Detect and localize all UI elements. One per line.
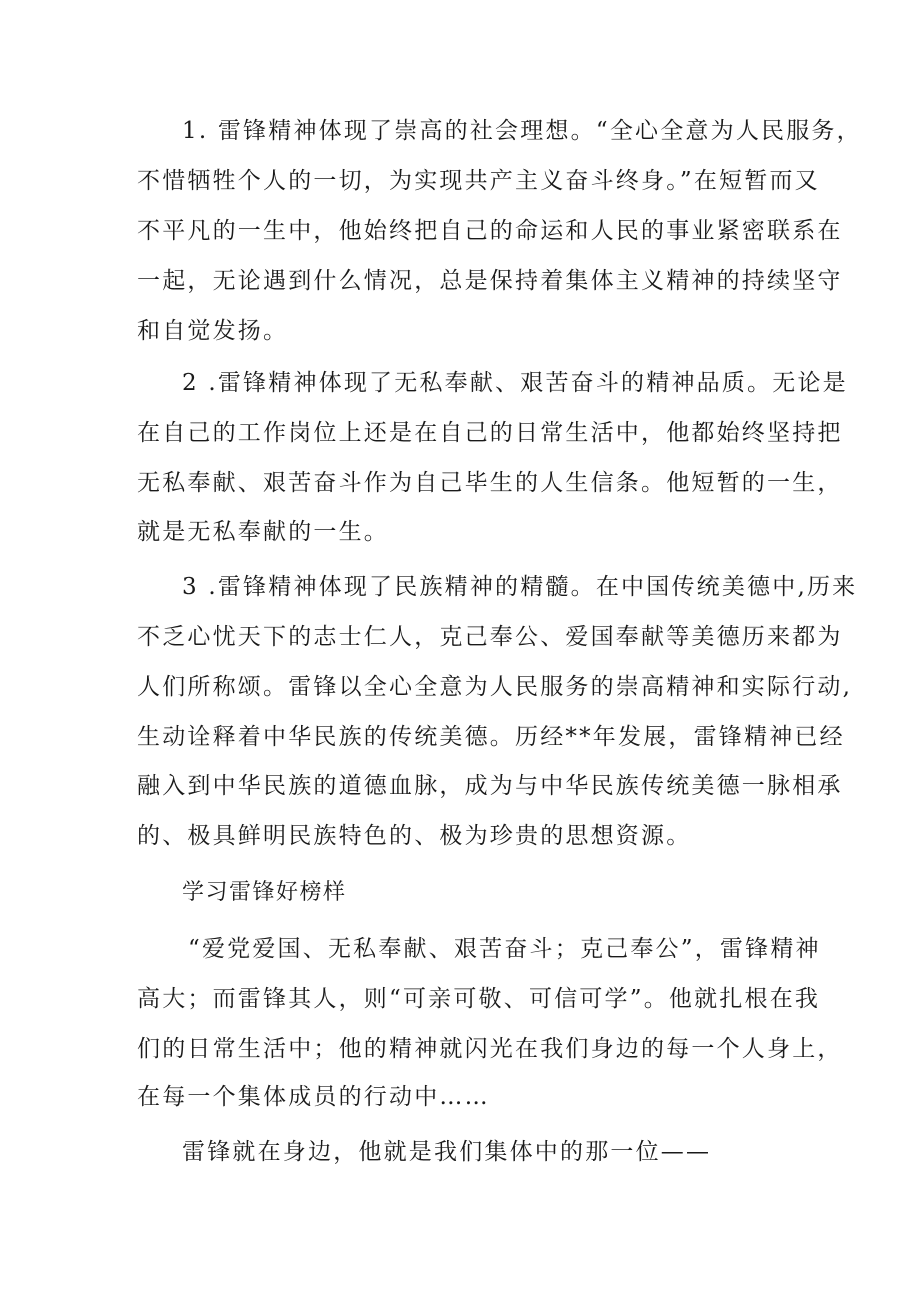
paragraph-6-line-1: 雷锋就在身边，他就是我们集体中的那一位—— [182, 1139, 712, 1165]
paragraph-2-line-2: 在自己的工作岗位上还是在自己的日常生活中，他都始终坚持把 [137, 420, 843, 446]
paragraph-1-line-4: 一起，无论遇到什么情况，总是保持着集体主义精神的持续坚守 [137, 268, 843, 294]
paragraph-3-line-6: 的、极具鲜明民族特色的、极为珍贵的思想资源。 [137, 823, 692, 849]
paragraph-1-line-3: 不平凡的一生中，他始终把自己的命运和人民的事业紧密联系在 [137, 218, 843, 244]
paragraph-5-line-2: 高大；而雷锋其人，则“可亲可敬、可信可学”。他就扎根在我 [137, 986, 821, 1012]
paragraph-2-line-4: 就是无私奉献的一生。 [137, 519, 389, 545]
paragraph-1-line-5: 和自觉发扬。 [137, 318, 289, 344]
paragraph-3-line-3: 人们所称颂。雷锋以全心全意为人民服务的崇高精神和实际行动, [137, 674, 853, 700]
paragraph-5-line-3: 们的日常生活中；他的精神就闪光在我们身边的每一个人身上， [137, 1036, 843, 1062]
section-heading: 学习雷锋好榜样 [182, 880, 347, 905]
paragraph-3-line-2: 不乏心忧天下的志士仁人，克己奉公、爱国奉献等美德历来都为 [137, 624, 843, 650]
paragraph-3-line-5: 融入到中华民族的道德血脉，成为与中华民族传统美德一脉相承 [137, 773, 843, 799]
paragraph-1-line-1: 1. 雷锋精神体现了崇高的社会理想。“全心全意为人民服务， [182, 118, 862, 144]
paragraph-5-line-1: “爱党爱国、无私奉献、艰苦奋斗；克己奉公”，雷锋精神 [188, 936, 821, 962]
paragraph-3-line-1: 3 .雷锋精神体现了民族精神的精髓。在中国传统美德中,历来 [182, 574, 858, 600]
paragraph-2-line-3: 无私奉献、艰苦奋斗作为自己毕生的人生信条。他短暂的一生， [137, 470, 843, 496]
paragraph-2-line-1: 2 .雷锋精神体现了无私奉献、艰苦奋斗的精神品质。无论是 [182, 370, 848, 396]
paragraph-5-line-4: 在每一个集体成员的行动中…… [137, 1084, 490, 1110]
paragraph-3-line-4: 生动诠释着中华民族的传统美德。历经**年发展，雷锋精神已经 [137, 724, 845, 750]
paragraph-1-line-2: 不惜牺牲个人的一切，为实现共产主义奋斗终身。”在短暂而又 [137, 168, 820, 194]
